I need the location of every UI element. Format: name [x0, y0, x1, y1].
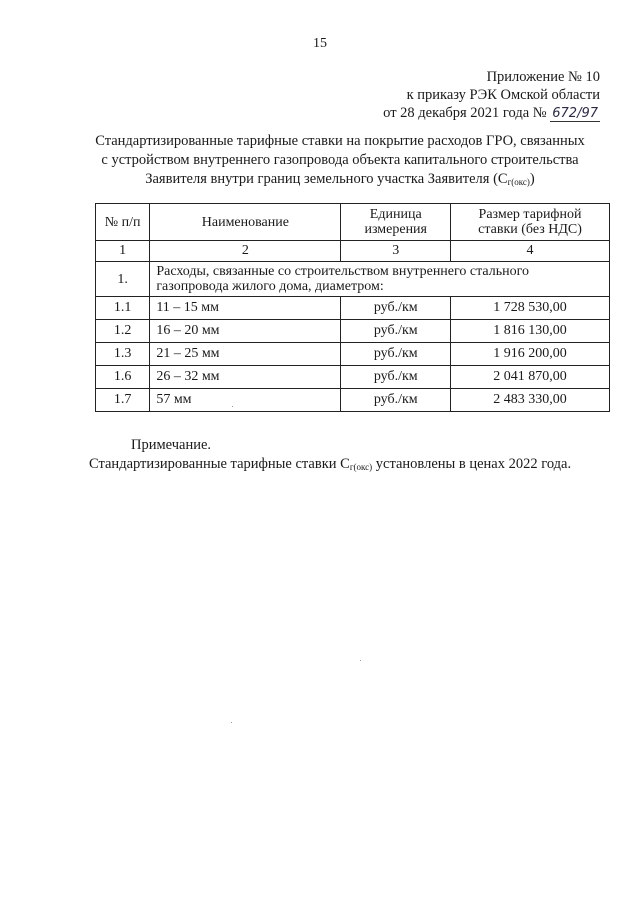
note-text-main: Стандартизированные тарифные ставки С	[89, 456, 350, 472]
header-rate: Размер тарифной ставки (без НДС)	[451, 204, 610, 241]
row-rate: 1 916 200,00	[451, 343, 610, 366]
row-unit: руб./км	[341, 389, 451, 412]
table-row	[96, 320, 610, 343]
row-rate: 2 483 330,00	[451, 389, 610, 412]
header-name: Наименование	[150, 204, 341, 241]
scan-speck	[231, 722, 232, 723]
appendix-line-3	[383, 104, 600, 122]
row-num: 1.2	[96, 320, 150, 343]
table-row	[96, 297, 610, 320]
group-name: Расходы, связанные со строительством внутреннего стального газопровода жилого дома, диаметром:	[150, 262, 610, 297]
row-unit: руб./км	[341, 343, 451, 366]
scan-speck	[360, 660, 361, 661]
title-line-1: Стандартизированные тарифные ставки на покрытие расходов ГРО, связанных	[95, 133, 585, 149]
appendix-header	[383, 68, 600, 122]
note-section	[89, 436, 610, 477]
row-unit: руб./км	[341, 320, 451, 343]
note-title: Примечание.	[131, 437, 212, 453]
header-num: № п/п	[96, 204, 150, 241]
appendix-line-2: к приказу РЭК Омской области	[406, 87, 600, 103]
scan-speck	[232, 406, 233, 407]
table-row	[96, 389, 610, 412]
row-rate: 2 041 870,00	[451, 366, 610, 389]
table-group-row	[96, 262, 610, 297]
row-name: 57 мм	[150, 389, 341, 412]
title-subscript: г(окс)	[507, 177, 530, 187]
appendix-date: от 28 декабря 2021 года №	[383, 105, 547, 121]
index-cell: 1	[96, 241, 150, 262]
row-name: 16 – 20 мм	[150, 320, 341, 343]
row-unit: руб./км	[341, 366, 451, 389]
row-unit: руб./км	[341, 297, 451, 320]
table-index-row	[96, 241, 610, 262]
note-text-end: установлены в ценах 2022 года.	[372, 456, 572, 472]
table-row	[96, 366, 610, 389]
title-line-3-close: )	[529, 171, 535, 187]
page-number: 15	[313, 36, 327, 51]
appendix-line-1: Приложение № 10	[486, 69, 600, 85]
document-title	[80, 132, 600, 192]
row-num: 1.7	[96, 389, 150, 412]
index-cell: 4	[451, 241, 610, 262]
row-name: 26 – 32 мм	[150, 366, 341, 389]
title-line-3	[80, 170, 600, 192]
note-subscript: г(окс)	[349, 462, 373, 472]
row-rate: 1 816 130,00	[451, 320, 610, 343]
table-row	[96, 343, 610, 366]
tariff-table	[95, 203, 610, 412]
title-line-2: с устройством внутреннего газопровода объекта капитального строительства	[101, 152, 579, 168]
row-num: 1.1	[96, 297, 150, 320]
row-rate: 1 728 530,00	[451, 297, 610, 320]
row-name: 11 – 15 мм	[150, 297, 341, 320]
title-line-3-text: Заявителя внутри границ земельного участка Заявителя (С	[145, 171, 508, 187]
index-cell: 3	[341, 241, 451, 262]
order-number-handwritten: 672/97	[552, 106, 598, 121]
row-num: 1.3	[96, 343, 150, 366]
index-cell: 2	[150, 241, 341, 262]
note-text	[53, 455, 613, 477]
row-name: 21 – 25 мм	[150, 343, 341, 366]
table-header-row	[96, 204, 610, 241]
header-unit: Единица измерения	[341, 204, 451, 241]
group-num: 1.	[96, 262, 150, 297]
row-num: 1.6	[96, 366, 150, 389]
